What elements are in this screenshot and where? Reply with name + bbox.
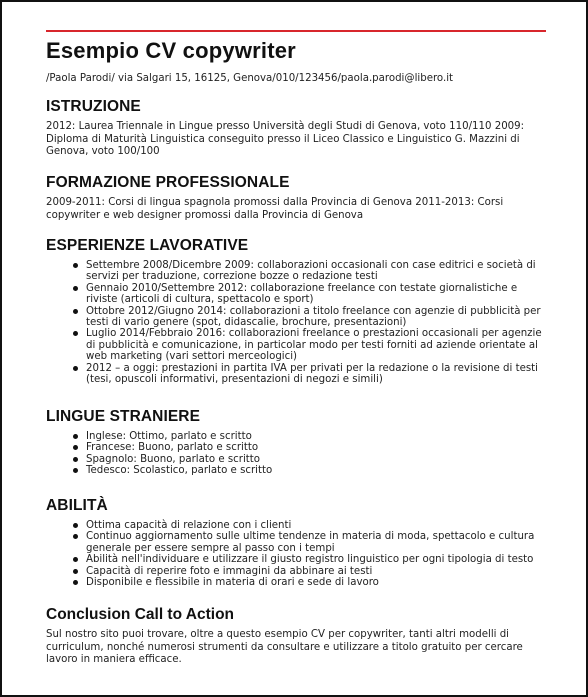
list-item: Ottobre 2012/Giugno 2014: collaborazioni a titolo freelance con agenzie di pubblicità per testi di vario genere (spot, didascalie, brochure, presentazioni): [86, 306, 546, 329]
list-item: Disponibile e flessibile in materia di orari e sede di lavoro: [86, 577, 546, 588]
contact-line: /Paola Parodi/ via Salgari 15, 16125, Genova/010/123456/paola.parodi@libero.it: [46, 73, 454, 84]
language-list: [46, 431, 546, 477]
list-item: Spagnolo: Buono, parlato e scritto: [86, 454, 546, 465]
list-item: Continuo aggiornamento sulle ultime tendenze in materia di moda, spettacolo e cultura generale per essere sempre al passo con i tempi: [86, 531, 546, 554]
section-heading: ISTRUZIONE: [46, 98, 141, 115]
list-item: Gennaio 2010/Settembre 2012: collaborazione freelance con testate giornalistiche e riviste (articoli di cultura, spettacolo e sport): [86, 283, 546, 306]
list-item: Abilità nell'individuare e utilizzare il giusto registro linguistico per ogni tipologia di testo: [86, 554, 546, 565]
section-lingue: [46, 408, 546, 477]
section-esperienze: [46, 237, 546, 385]
section-text: 2009-2011: Corsi di lingua spagnola promossi dalla Provincia di Genova 2011-2013: Corsi copywriter e web designer promossi dalla Provincia di Genova: [46, 197, 504, 221]
list-item: Settembre 2008/Dicembre 2009: collaborazioni occasionali con case editrici e società di servizi per traduzione, correzione bozze o redazione testi: [86, 260, 546, 283]
section-heading: FORMAZIONE PROFESSIONALE: [46, 174, 290, 191]
list-item: 2012 – a oggi: prestazioni in partita IVA per privati per la redazione o la revisione di testi (tesi, opuscoli informativi, presentazioni di negozi e simili): [86, 363, 546, 386]
page-title: Esempio CV copywriter: [46, 38, 296, 63]
section-istruzione: [46, 98, 546, 159]
section-abilita: [46, 497, 546, 588]
section-heading: Conclusion Call to Action: [46, 606, 235, 623]
section-conclusion: [46, 606, 546, 667]
section-text: 2012: Laurea Triennale in Lingue presso Università degli Studi di Genova, voto 110/110 2009: Diploma di Maturità Linguistica conseguito presso il Liceo Classico e Linguistico G. Mazzini di Genova, voto 100/100: [46, 121, 525, 158]
section-formazione: [46, 174, 546, 222]
list-item: Francese: Buono, parlato e scritto: [86, 442, 546, 453]
list-item: Inglese: Ottimo, parlato e scritto: [86, 431, 546, 442]
header-accent-line: [46, 30, 546, 32]
list-item: Capacità di reperire foto e immagini da abbinare ai testi: [86, 566, 546, 577]
list-item: Tedesco: Scolastico, parlato e scritto: [86, 465, 546, 476]
skills-list: [46, 520, 546, 588]
list-item: Ottima capacità di relazione con i clienti: [86, 520, 546, 531]
experience-list: [46, 260, 546, 385]
section-heading: ABILITÀ: [46, 497, 108, 514]
section-text: Sul nostro sito puoi trovare, oltre a questo esempio CV per copywriter, tanti altri modelli di curriculum, nonché numerosi strumenti da consultare e utilizzare a titolo gratuito per cercare lavoro in maniera efficace.: [46, 629, 523, 666]
list-item: Luglio 2014/Febbraio 2016: collaborazioni freelance o prestazioni occasionali per agenzie di pubblicità e comunicazione, in particolar modo per testi forniti ad aziende orientate al web marketing (vari settori merceologici): [86, 328, 546, 362]
section-heading: ESPERIENZE LAVORATIVE: [46, 237, 249, 254]
section-heading: LINGUE STRANIERE: [46, 408, 201, 425]
